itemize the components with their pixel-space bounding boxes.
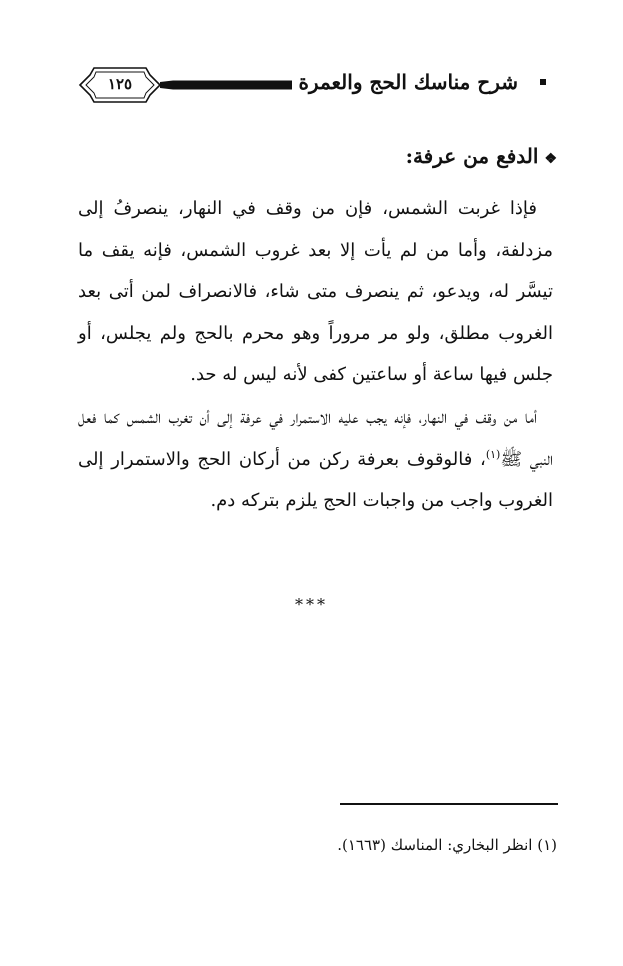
diamond-bullet-icon: ❖	[544, 151, 557, 167]
page-number: ١٢٥	[107, 75, 133, 93]
section-heading	[406, 138, 557, 177]
section-heading-text: الدفع من عرفة:	[405, 144, 539, 168]
paragraph-1: فإذا غربت الشمس، فإن من وقف في النهار، ينصرفُ إلى مزدلفة، وأما من لم يأت إلا بعد غروب الشمس، فإنه يقف ما تيسَّر له، ويدعو، ثم ينصرف متى شاء، فالانصراف لمن أتى بعد الغروب مطلق، ولو مر مروراً وهو محرم بالحج ولم يجلس، أو جلس فيها ساعة أو ساعتين كفى لأنه ليس له حد.	[78, 198, 553, 385]
header-bullet-icon	[540, 79, 546, 85]
footnote: (١) انظر البخاري: المناسك (١٦٦٣).	[337, 836, 557, 854]
footnote-divider	[340, 803, 558, 805]
paragraph-2-text-a: أما من وقف في النهار، فإنه يجب عليه الاستمرار في عرفة إلى أن تغرب الشمس كما فعل النبي ﷺ	[78, 407, 554, 470]
paragraph-2-text-b: ، فالوقوف بعرفة ركن من أركان الحج والاستمرار إلى الغروب واجب من واجبات الحج يلزم بتركه دم.	[78, 448, 553, 511]
running-header	[78, 64, 548, 106]
book-title: شرح مناسك الحج والعمرة	[292, 68, 524, 96]
section-separator: ***	[295, 595, 328, 614]
paragraph-2	[78, 397, 553, 522]
footnote-reference: (١)	[485, 447, 501, 461]
